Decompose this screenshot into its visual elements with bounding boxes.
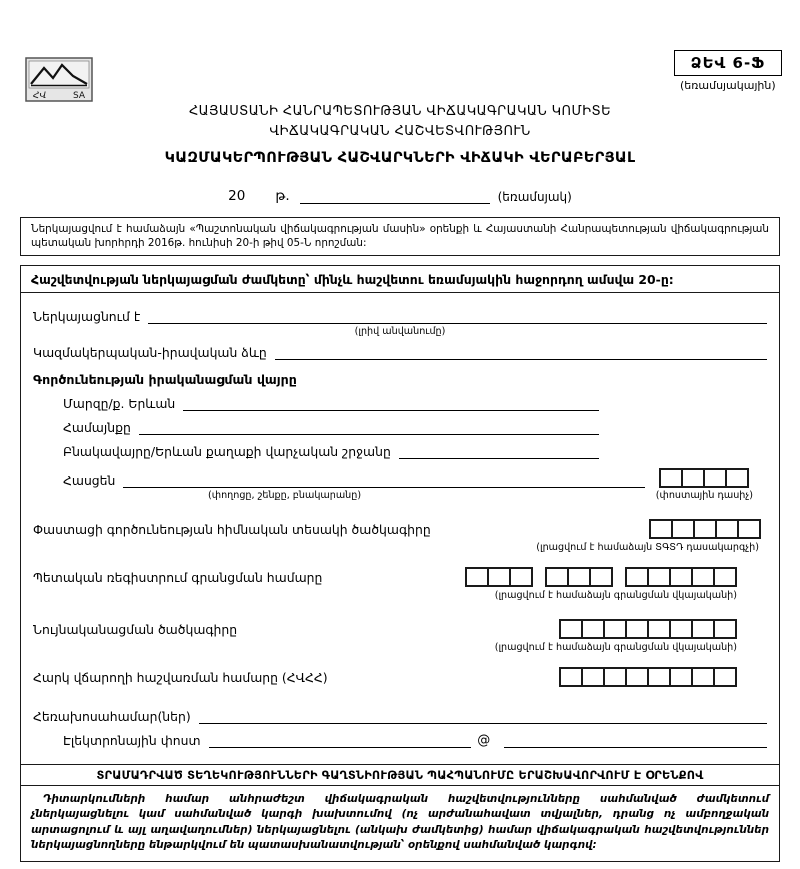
community-label: Համայնքը <box>63 420 131 436</box>
tin-label: Հարկ վճարողի հաշվառման համարը (ՀՎՀՀ) <box>33 669 328 685</box>
code-cell[interactable] <box>509 567 533 587</box>
settlement-label: Բնակավայրը/Երևան քաղաքի վարչական շրջանը <box>63 444 391 460</box>
committee-title: ՀԱՅԱՍՏԱՆԻ ՀԱՆՐԱՊԵՏՈՒԹՅԱՆ ՎԻՃԱԿԱԳՐԱԿԱՆ ԿՈՄԻՏԵ <box>188 104 612 119</box>
code-cell[interactable] <box>581 619 605 639</box>
code-cell[interactable] <box>659 468 683 488</box>
liability-note: Դիտարկումների համար անհրաժեշտ վիճակագրական հաշվետվությունները սահմանված ժամկետում չներկայացնելու կամ սահմանված կարգի խախտումով (ոչ արժանահավատ տվյալներ, դրանց ոչ ամբողջական արտացոլում և այլ աղավաղումներ) ներկայացնելու (անկախ ժամկետից) համար վիճակագրական հաշվետվություններ ներկայացնողները ենթարկվում են պատասխանատվության՝ օրենքով սահմանված կարգով: <box>20 785 780 861</box>
main-form-area <box>20 292 780 765</box>
code-cell[interactable] <box>713 667 737 687</box>
activity-code-cells[interactable] <box>649 519 761 539</box>
region-label: Մարզը/ք. Երևան <box>63 396 176 412</box>
legal-form-input-line[interactable] <box>275 345 767 360</box>
code-cell-group <box>649 519 761 539</box>
settlement-row <box>63 444 767 459</box>
form-content <box>20 217 780 862</box>
identification-code-row <box>33 619 767 639</box>
presented-by-hint: (լրիվ անվանումը) <box>354 326 446 338</box>
code-cell[interactable] <box>589 567 613 587</box>
year-suffix: թ. <box>275 187 290 204</box>
code-cell[interactable] <box>625 667 649 687</box>
code-cell[interactable] <box>625 619 649 639</box>
state-register-hint: (լրացվում է համաձայն գրանցման վկայականի) <box>494 590 737 602</box>
code-cell[interactable] <box>691 667 715 687</box>
code-cell-group <box>465 567 533 587</box>
logo-text-right: SA <box>73 91 86 101</box>
form-body-stack <box>20 265 780 862</box>
code-cell[interactable] <box>713 619 737 639</box>
report-type-title: ՎԻՃԱԿԱԳՐԱԿԱՆ ՀԱՇՎԵՏՎՈՒԹՅՈՒՆ <box>269 124 531 140</box>
tin-cells[interactable] <box>559 667 737 687</box>
code-cell[interactable] <box>603 619 627 639</box>
activity-location-title: Գործունեության իրականացման վայրը <box>33 372 297 388</box>
code-cell[interactable] <box>625 567 649 587</box>
code-cell[interactable] <box>691 619 715 639</box>
logo-text-left: ՀՎ <box>33 91 47 101</box>
presented-by-row <box>33 309 767 324</box>
code-cell[interactable] <box>737 519 761 539</box>
form-code-label: ՁԵՎ 6-Ֆ <box>674 50 782 76</box>
period-line <box>0 188 800 204</box>
code-cell[interactable] <box>465 567 489 587</box>
state-register-label: Պետական ռեգիստրում գրանցման համարը <box>33 569 323 585</box>
email-domain-input-line[interactable] <box>504 733 767 748</box>
code-cell-group <box>559 667 737 687</box>
phone-label: Հեռախոսահամար(ներ) <box>33 709 191 725</box>
activity-code-label: Փաստացի գործունեության հիմնական տեսակի ծածկագիրը <box>33 521 431 537</box>
phone-input-line[interactable] <box>199 709 767 724</box>
quarter-input-line[interactable] <box>300 189 490 204</box>
code-cell[interactable] <box>693 519 717 539</box>
identification-code-hint: (լրացվում է համաձայն գրանցման վկայականի) <box>494 642 737 654</box>
address-row <box>63 468 767 488</box>
code-cell[interactable] <box>649 519 673 539</box>
at-sign: @ <box>477 733 491 749</box>
address-input-line[interactable] <box>123 473 645 488</box>
legal-form-label: Կազմակերպական-իրավական ձևը <box>33 345 267 361</box>
code-cell[interactable] <box>681 468 705 488</box>
address-label: Հասցեն <box>63 473 116 489</box>
region-input-line[interactable] <box>183 396 599 411</box>
activity-code-row <box>33 519 767 539</box>
code-cell[interactable] <box>647 619 671 639</box>
region-row <box>63 396 767 411</box>
code-cell[interactable] <box>671 519 695 539</box>
state-register-cells[interactable] <box>465 567 737 587</box>
state-register-row <box>33 567 767 587</box>
code-cell[interactable] <box>647 567 671 587</box>
armstat-logo <box>25 57 93 102</box>
code-cell-group <box>545 567 613 587</box>
email-label: Էլեկտրոնային փոստ <box>63 733 201 749</box>
code-cell[interactable] <box>715 519 739 539</box>
legal-basis-note: Ներկայացվում է համաձայն «Պաշտոնական վիճակագրության մասին» օրենքի և Հայաստանի Հանրապետության վիճակագրության պետական խորհրդի 2016թ. հունիսի 20-ի թիվ 05-Ն որոշման: <box>20 217 780 256</box>
form-periodicity-label: (եռամսյակային) <box>680 79 776 92</box>
quarter-label: (եռամսյակ) <box>497 189 572 204</box>
activity-code-hint: (լրացվում է համաձայն ՏԳՏԴ դասակարգչի) <box>536 542 759 554</box>
code-cell[interactable] <box>703 468 727 488</box>
code-cell[interactable] <box>647 667 671 687</box>
code-cell[interactable] <box>603 667 627 687</box>
deadline-note: Հաշվետվության ներկայացման ժամկետը՝ մինչև հաշվետու եռամսյակին հաջորդող ամսվա 20-ը: <box>20 265 780 294</box>
code-cell[interactable] <box>581 667 605 687</box>
code-cell-group <box>659 468 749 488</box>
legal-form-row <box>33 345 767 360</box>
code-cell[interactable] <box>545 567 569 587</box>
code-cell[interactable] <box>559 619 583 639</box>
code-cell[interactable] <box>669 667 693 687</box>
armstat-logo-image <box>25 57 93 102</box>
code-cell[interactable] <box>691 567 715 587</box>
year-prefix: 20 <box>228 187 246 204</box>
tin-row <box>33 667 767 687</box>
community-input-line[interactable] <box>139 420 599 435</box>
email-local-input-line[interactable] <box>209 733 472 748</box>
code-cell[interactable] <box>567 567 591 587</box>
code-cell[interactable] <box>669 619 693 639</box>
email-row <box>63 733 767 748</box>
code-cell[interactable] <box>713 567 737 587</box>
address-hints-row <box>33 490 767 501</box>
postal-code-hint: (փոստային դասիչ) <box>655 490 753 502</box>
code-cell[interactable] <box>725 468 749 488</box>
code-cell-group <box>625 567 737 587</box>
code-cell-group <box>559 619 737 639</box>
postal-code-cells[interactable] <box>659 468 749 488</box>
confidentiality-note: ՏՐԱՄԱԴՐՎԱԾ ՏԵՂԵԿՈՒԹՅՈՒՆՆԵՐԻ ԳԱՂՏՆԻՈՒԹՅԱՆ ՊԱՀՊԱՆՈՒՄԸ ԵՐԱՇԽԱՎՈՐՎՈՒՄ Է ՕՐԵՆՔՈՎ <box>20 764 780 787</box>
address-hint: (փողոցը, շենքը, բնակարանը) <box>208 490 362 502</box>
code-cell[interactable] <box>669 567 693 587</box>
identification-code-label: Նույնականացման ծածկագիրը <box>33 621 238 637</box>
settlement-input-line[interactable] <box>399 444 599 459</box>
presented-by-label: Ներկայացնում է <box>33 309 141 325</box>
identification-code-cells[interactable] <box>559 619 737 639</box>
code-cell[interactable] <box>559 667 583 687</box>
form-code-block <box>674 50 782 92</box>
form-subject-title: ԿԱԶՄԱԿԵՐՊՈՒԹՅԱՆ ՀԱՇՎԱՐԿՆԵՐԻ ՎԻՃԱԿԻ ՎԵՐԱԲԵՐՅԱԼ <box>164 150 636 167</box>
code-cell[interactable] <box>487 567 511 587</box>
community-row <box>63 420 767 435</box>
phone-row <box>33 709 767 724</box>
presented-by-input-line[interactable] <box>148 309 767 324</box>
